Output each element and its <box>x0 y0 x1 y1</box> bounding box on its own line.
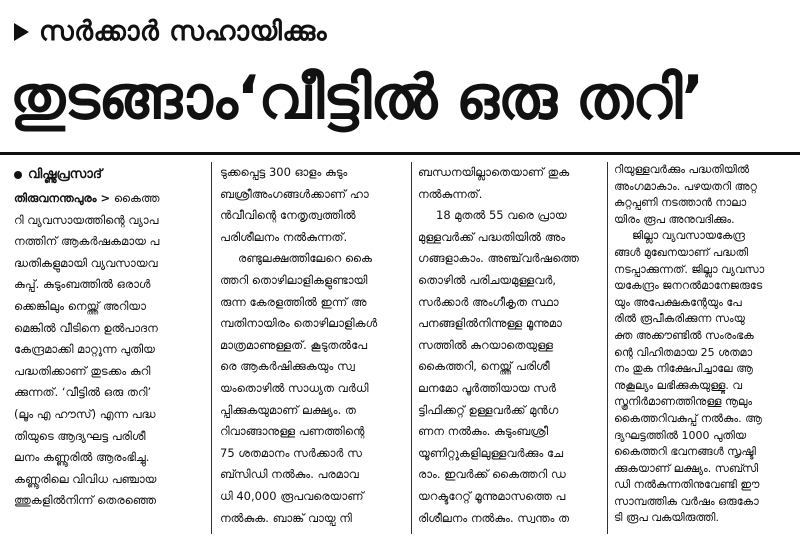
text-line: രുന്ന കേരളത്തിൽ ഇന്ന് അ <box>220 294 367 309</box>
text-line: പ്പിക്കുകയുമാണ് ലക്ഷ്യം. ത <box>220 402 356 417</box>
text-line: യകേന്ദ്രം ജനറൽമാനേജരുടേ <box>614 279 763 293</box>
text-line: ക്കുന്നത്. ‘വീട്ടിൽ ഒരു തറി’ <box>14 385 152 400</box>
text-line: രണ്ടുലക്ഷത്തിലേറെ കൈ <box>238 251 372 266</box>
text-line: ടുക്കപ്പെട്ട 300 ഓളം കുടും <box>220 165 348 179</box>
text-line: പരിശീലനം നൽകുന്നത്. <box>220 229 348 244</box>
text-line: ലനം കണ്ണൂരിൽ ആരംഭിച്ചു. <box>14 450 150 465</box>
bullet-icon <box>14 171 22 179</box>
text-line: (ലൂം എ ഹൗസ്) എന്ന പദ്ധ <box>14 406 156 421</box>
headline-rule <box>0 152 800 155</box>
text-line: നടപ്പാക്കുന്നത്. ജില്ലാ വ്യവസാ <box>614 262 765 276</box>
text-line: സത്തിൽ കുറയാതെയുള്ള <box>418 337 553 352</box>
text-line: കൈത്തറി ഭവനങ്ങൾ സൃഷ്ടി <box>614 445 756 459</box>
text-line: ധി 40,000 രൂപവരെയാണ് <box>220 488 364 503</box>
article-column-3 <box>418 162 602 534</box>
text-line: കണ്ണൂരിലെ വിവിധ പഞ്ചായ <box>14 471 157 486</box>
text-line: നത്തിന് ആകർഷകമായ പ <box>14 234 160 249</box>
article-column-1 <box>14 162 202 534</box>
column-divider <box>411 162 412 534</box>
text-line: നൽകുക. ബാങ്ക് വായ്പ നി <box>220 510 352 525</box>
text-line: ബന്ധനയില്ലാതെയാണ് തുക <box>418 165 570 179</box>
text-line: തൊഴിൽ പരിചയമുള്ളവർ, <box>418 272 557 287</box>
text-line: സർക്കാർ അംഗീകൃത സ്ഥാ <box>418 294 559 309</box>
text-line: ലനമോ പൂർത്തിയായ സർ <box>418 380 556 395</box>
text-line: കൈത്തറി, നെയ്ത്ത് പരിശീ <box>418 359 550 374</box>
text-line: നം തുക നിക്ഷേപിച്ചാലേ ആ <box>614 362 753 376</box>
text-line: രിൽ രൂപീകരിക്കുന്ന സംയു <box>614 312 745 326</box>
text-line: ഡി നൽകുന്നതിനുവേണ്ടി ഈ <box>614 478 760 492</box>
text-line: ഗങ്ങളാകാം. അഞ്ച്‌വർഷത്തെ <box>418 251 579 266</box>
text-line: പദ്ധതിക്കാണ് തുടക്കം കുറി <box>14 363 151 378</box>
headline: തുടങ്ങാം‘വീട്ടിൽ ഒരു തറി’ <box>10 63 704 133</box>
text-line: ൻവീവിന്റെ നേതൃത്വത്തിൽ <box>220 208 356 223</box>
text-line: ങ്ങൾ മുഖേനയാണ് പദ്ധതി <box>614 245 749 259</box>
text-line: യും അപേക്ഷകന്റേയും പേ <box>614 295 742 309</box>
text-line: കുറ്റപ്പണി നടത്താൻ നാലാ <box>614 196 747 210</box>
text-line: മുള്ളവർക്ക് പദ്ധതിയിൽ അം <box>418 229 566 244</box>
text-line: റിവാങ്ങാനുള്ള പണത്തിന്റെ <box>220 424 365 439</box>
text-line: സാമ്പത്തിക വർഷം ഒരുകോ <box>614 494 759 508</box>
byline-author: വിഷ്ണുപ്രസാദ് <box>28 167 103 183</box>
text-line: ജില്ലാ വ്യവസായകേന്ദ്ര <box>632 229 745 243</box>
play-triangle-icon <box>14 23 29 41</box>
text-line: ദ്ധതികളുമായി വ്യവസായവ <box>14 255 158 270</box>
text-line: ബ്സിഡി നൽകും. പരമാവ <box>220 467 359 482</box>
text-line-content: കൈത്ത <box>113 191 160 205</box>
text-line <box>14 188 202 210</box>
kicker <box>14 10 327 54</box>
text-line: നൽകുന്നത്. <box>418 186 483 201</box>
text-line: ദ്യഘട്ടത്തിൽ 1000 പുതിയ <box>614 428 747 442</box>
text-line: കുപ്പ്. കുടുംബത്തിൽ ഒരാൾ <box>14 277 151 292</box>
article-column-2 <box>220 162 404 534</box>
text-line: ക്ത അക്കൗണ്ടിൽ സംരംഭക <box>614 328 754 342</box>
column-divider <box>607 162 608 534</box>
text-line: രിശീലനം നൽകും. സ്വന്തം ത <box>418 510 570 525</box>
text-line: തിയുടെ ആദ്യഘട്ട പരിശീ <box>14 428 146 443</box>
text-line: 18 മുതൽ 55 വരെ പ്രായ <box>436 208 567 223</box>
text-line: കേന്ദ്രമാക്കി മാറ്റുന്ന പുതിയ <box>14 342 155 357</box>
text-line: യംതൊഴിൽ സാധ്യത വർധി <box>220 380 369 395</box>
text-line: ക്കെങ്കിലും നെയ്ത്ത് അറിയാ <box>14 298 146 313</box>
text-line: യറക്ടറേറ്റ് മൂന്നുമാസത്തെ പ <box>418 488 566 503</box>
text-line: റിയുള്ളവർക്കും പദ്ധതിയിൽ <box>614 163 750 176</box>
text-line: ടി രൂപ വകയിരുത്തി. <box>614 511 719 525</box>
text-line: 75 ശതമാനം സർക്കാർ സ <box>220 445 362 460</box>
column-divider <box>211 162 212 534</box>
text-line: അംഗമാകാം. പഴയതറി അറ്റ <box>614 179 757 193</box>
text-line: കൈത്തറിവകുപ്പ് നൽകും. ആ <box>614 411 762 425</box>
text-line: പനങ്ങളിൽനിന്നുള്ള മൂന്നുമാ <box>418 316 562 331</box>
text-line: മ്പതിനായിരം തൊഴിലാളികൾ <box>220 316 378 331</box>
text-line: രെ ആകർഷിക്കുകയും സ്വ <box>220 359 355 374</box>
kicker-text: സർക്കാർ സഹായിക്കും <box>39 16 328 47</box>
text-line: ട്ടിഫിക്കറ്റ് ഉള്ളവർക്ക് മുൻഗ <box>418 402 559 417</box>
text-line: ണന നൽകും. കുടുംബശ്രീ <box>418 424 549 439</box>
dateline: തിരുവനന്തപുരം > <box>14 191 111 205</box>
text-line: ത്തറി തൊഴിലാളികളുണ്ടായി <box>220 272 368 287</box>
text-line: ന്റെ വിഹിതമായ 25 ശതമാ <box>614 345 753 359</box>
text-line: മാത്രമാണുള്ളത്. കൂടുതൽപേ <box>220 337 368 352</box>
text-line: യൂണിറ്റുകളിലുള്ളവർക്കും ചേ <box>418 445 564 460</box>
text-line: റി വ്യവസായത്തിന്റെ വ്യാപ <box>14 212 159 227</box>
text-line: രാം. ഇവർക്ക് കൈത്തറി ഡ <box>418 467 566 482</box>
text-line: ക്കുകയാണ് ലക്ഷ്യം. സബ്സി <box>614 461 759 475</box>
text-line: ത്തുകളിൽനിന്ന് തെരഞ്ഞെ <box>14 493 157 508</box>
text-line: ബശ്രീഅംഗങ്ങൾക്കാണ് ഹാ <box>220 186 369 201</box>
text-line: നുകൂല്യം ലഭിക്കുകയുള്ളൂ. വ <box>614 378 743 392</box>
article-column-4 <box>614 162 794 534</box>
text-line: യിരം രൂപ അനുവദിക്കും. <box>614 212 735 226</box>
text-line: മെങ്കിൽ വീടിനെ ഉൽപാദന <box>14 320 158 335</box>
text-line: സ്ത്രനിർമാണത്തിനുള്ള നൂലും <box>614 395 753 409</box>
byline <box>14 162 202 188</box>
